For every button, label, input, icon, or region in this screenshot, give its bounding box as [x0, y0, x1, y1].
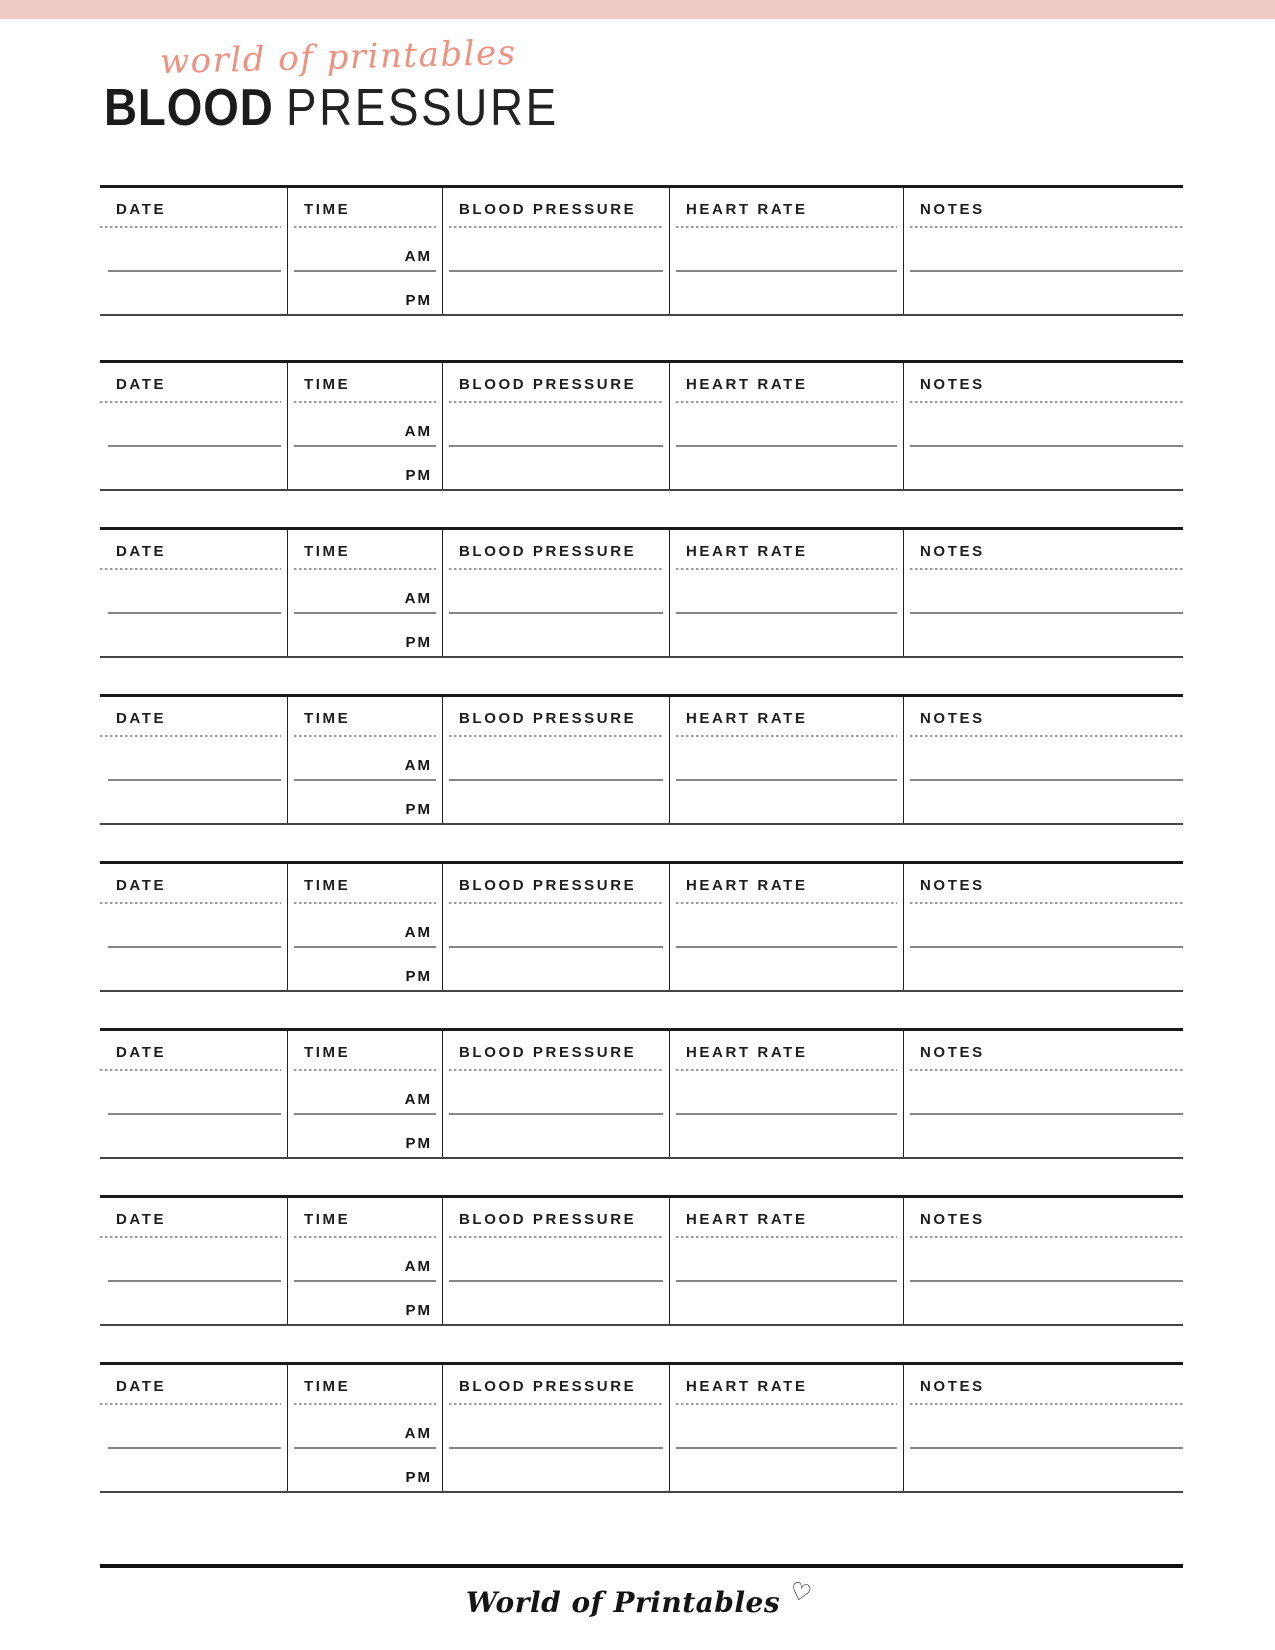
dotted-underline: [676, 1403, 897, 1405]
entry-write-line: [449, 1113, 663, 1115]
column-header-label: TIME: [304, 1044, 351, 1061]
dotted-underline: [449, 1236, 663, 1238]
entry-write-line: [294, 1113, 436, 1115]
column-header-label: NOTES: [920, 1211, 985, 1228]
pm-label: PM: [405, 968, 432, 985]
entry-write-line: [676, 612, 897, 614]
heart-icon: ♡: [786, 1576, 816, 1609]
pm-label: PM: [405, 634, 432, 651]
column-header-label: DATE: [116, 1378, 167, 1395]
column-heart-rate: [670, 1198, 904, 1324]
dotted-underline: [910, 735, 1183, 737]
column-header-label: TIME: [304, 376, 351, 393]
dotted-underline: [100, 401, 281, 403]
dotted-underline: [449, 226, 663, 228]
dotted-underline: [100, 226, 281, 228]
dotted-underline: [100, 1236, 281, 1238]
bp-log-block: [100, 1195, 1183, 1326]
entry-write-line: [449, 612, 663, 614]
bp-log-block: [100, 1028, 1183, 1159]
dotted-underline: [294, 401, 436, 403]
entry-write-line: [108, 946, 281, 948]
entry-write-line: [910, 612, 1183, 614]
column-notes: [904, 188, 1183, 314]
column-blood-pressure: [443, 363, 670, 489]
column-date: [100, 1365, 288, 1491]
am-label: AM: [404, 757, 432, 774]
column-header-label: HEART RATE: [686, 877, 808, 894]
bp-log-block: [100, 360, 1183, 491]
entry-write-line: [108, 1280, 281, 1282]
entry-write-line: [449, 779, 663, 781]
pm-label: PM: [405, 1302, 432, 1319]
footer-logo: [0, 1576, 1275, 1619]
entry-write-line: [910, 779, 1183, 781]
column-blood-pressure: [443, 864, 670, 990]
column-date: [100, 363, 288, 489]
dotted-underline: [910, 902, 1183, 904]
column-blood-pressure: [443, 188, 670, 314]
column-heart-rate: [670, 1031, 904, 1157]
column-header-label: HEART RATE: [686, 376, 808, 393]
column-header-label: DATE: [116, 877, 167, 894]
column-blood-pressure: [443, 697, 670, 823]
dotted-underline: [100, 735, 281, 737]
dotted-underline: [676, 902, 897, 904]
dotted-underline: [449, 1403, 663, 1405]
entry-write-line: [449, 946, 663, 948]
column-heart-rate: [670, 697, 904, 823]
am-label: AM: [404, 1091, 432, 1108]
footer-rule: [100, 1564, 1183, 1568]
dotted-underline: [676, 1069, 897, 1071]
am-label: AM: [404, 248, 432, 265]
dotted-underline: [449, 902, 663, 904]
column-header-label: HEART RATE: [686, 201, 808, 218]
entry-write-line: [108, 779, 281, 781]
dotted-underline: [910, 226, 1183, 228]
entry-write-line: [108, 612, 281, 614]
column-header-label: NOTES: [920, 1044, 985, 1061]
am-label: AM: [404, 924, 432, 941]
column-header-label: HEART RATE: [686, 1044, 808, 1061]
column-header-label: DATE: [116, 710, 167, 727]
column-header-label: TIME: [304, 1378, 351, 1395]
bp-log-block: [100, 694, 1183, 825]
column-header-label: BLOOD PRESSURE: [459, 877, 637, 894]
pm-label: PM: [405, 801, 432, 818]
entry-write-line: [676, 445, 897, 447]
dotted-underline: [910, 568, 1183, 570]
am-label: AM: [404, 1425, 432, 1442]
column-header-label: TIME: [304, 201, 351, 218]
column-header-label: NOTES: [920, 543, 985, 560]
column-header-label: DATE: [116, 543, 167, 560]
entry-write-line: [294, 779, 436, 781]
column-heart-rate: [670, 188, 904, 314]
column-heart-rate: [670, 363, 904, 489]
dotted-underline: [676, 226, 897, 228]
pm-label: PM: [405, 1135, 432, 1152]
column-header-label: BLOOD PRESSURE: [459, 1044, 637, 1061]
column-header-label: HEART RATE: [686, 710, 808, 727]
dotted-underline: [449, 568, 663, 570]
entry-write-line: [910, 1280, 1183, 1282]
column-date: [100, 864, 288, 990]
entry-write-line: [910, 445, 1183, 447]
column-blood-pressure: [443, 530, 670, 656]
entry-write-line: [676, 270, 897, 272]
entry-write-line: [108, 270, 281, 272]
column-header-label: TIME: [304, 543, 351, 560]
dotted-underline: [676, 1236, 897, 1238]
column-header-label: DATE: [116, 201, 167, 218]
dotted-underline: [676, 401, 897, 403]
column-header-label: NOTES: [920, 376, 985, 393]
footer-brand-text: World of Printables: [465, 1586, 781, 1619]
dotted-underline: [449, 1069, 663, 1071]
column-header-label: HEART RATE: [686, 1211, 808, 1228]
am-label: AM: [404, 1258, 432, 1275]
entry-write-line: [676, 1113, 897, 1115]
column-header-label: NOTES: [920, 201, 985, 218]
column-header-label: TIME: [304, 710, 351, 727]
dotted-underline: [294, 568, 436, 570]
entry-write-line: [676, 779, 897, 781]
dotted-underline: [100, 1403, 281, 1405]
column-time: [288, 1031, 443, 1157]
entry-write-line: [449, 445, 663, 447]
dotted-underline: [910, 1236, 1183, 1238]
bp-log-block: [100, 527, 1183, 658]
bp-log-block: [100, 861, 1183, 992]
bp-log-block: [100, 1362, 1183, 1493]
column-header-label: DATE: [116, 376, 167, 393]
column-header-label: TIME: [304, 1211, 351, 1228]
entry-write-line: [910, 1113, 1183, 1115]
dotted-underline: [100, 1069, 281, 1071]
column-header-label: NOTES: [920, 1378, 985, 1395]
column-header-label: BLOOD PRESSURE: [459, 1378, 637, 1395]
column-header-label: DATE: [116, 1211, 167, 1228]
column-header-label: BLOOD PRESSURE: [459, 543, 637, 560]
column-notes: [904, 697, 1183, 823]
pm-label: PM: [405, 1469, 432, 1486]
column-heart-rate: [670, 864, 904, 990]
column-date: [100, 697, 288, 823]
column-date: [100, 188, 288, 314]
dotted-underline: [910, 1403, 1183, 1405]
page-title: [104, 79, 559, 137]
entry-write-line: [294, 1280, 436, 1282]
column-notes: [904, 1031, 1183, 1157]
column-header-label: BLOOD PRESSURE: [459, 710, 637, 727]
page-title-light: PRESSURE: [285, 79, 559, 137]
column-time: [288, 1198, 443, 1324]
column-time: [288, 864, 443, 990]
log-blocks-container: [100, 185, 1183, 1493]
am-label: AM: [404, 423, 432, 440]
entry-write-line: [294, 1447, 436, 1449]
column-notes: [904, 1198, 1183, 1324]
entry-write-line: [676, 1280, 897, 1282]
entry-write-line: [108, 445, 281, 447]
column-blood-pressure: [443, 1031, 670, 1157]
column-header-label: BLOOD PRESSURE: [459, 376, 637, 393]
entry-write-line: [676, 1447, 897, 1449]
column-header-label: HEART RATE: [686, 543, 808, 560]
entry-write-line: [449, 1447, 663, 1449]
dotted-underline: [294, 1069, 436, 1071]
entry-write-line: [108, 1447, 281, 1449]
column-notes: [904, 530, 1183, 656]
entry-write-line: [676, 946, 897, 948]
column-blood-pressure: [443, 1198, 670, 1324]
am-label: AM: [404, 590, 432, 607]
pm-label: PM: [405, 467, 432, 484]
dotted-underline: [294, 1403, 436, 1405]
column-header-label: DATE: [116, 1044, 167, 1061]
entry-write-line: [910, 270, 1183, 272]
column-date: [100, 1031, 288, 1157]
column-header-label: NOTES: [920, 710, 985, 727]
column-heart-rate: [670, 1365, 904, 1491]
column-header-label: TIME: [304, 877, 351, 894]
dotted-underline: [294, 1236, 436, 1238]
column-time: [288, 697, 443, 823]
dotted-underline: [449, 401, 663, 403]
page-title-bold: BLOOD: [104, 79, 274, 137]
entry-write-line: [449, 270, 663, 272]
dotted-underline: [294, 226, 436, 228]
column-notes: [904, 864, 1183, 990]
dotted-underline: [910, 401, 1183, 403]
column-notes: [904, 363, 1183, 489]
pm-label: PM: [405, 292, 432, 309]
column-heart-rate: [670, 530, 904, 656]
column-time: [288, 188, 443, 314]
dotted-underline: [676, 735, 897, 737]
entry-write-line: [294, 270, 436, 272]
column-date: [100, 1198, 288, 1324]
dotted-underline: [449, 735, 663, 737]
entry-write-line: [294, 445, 436, 447]
column-blood-pressure: [443, 1365, 670, 1491]
column-header-label: HEART RATE: [686, 1378, 808, 1395]
dotted-underline: [294, 735, 436, 737]
pink-top-bar: [0, 0, 1275, 19]
column-date: [100, 530, 288, 656]
dotted-underline: [910, 1069, 1183, 1071]
column-notes: [904, 1365, 1183, 1491]
column-time: [288, 363, 443, 489]
dotted-underline: [676, 568, 897, 570]
column-header-label: BLOOD PRESSURE: [459, 1211, 637, 1228]
column-header-label: BLOOD PRESSURE: [459, 201, 637, 218]
dotted-underline: [100, 902, 281, 904]
entry-write-line: [108, 1113, 281, 1115]
entry-write-line: [449, 1280, 663, 1282]
brand-script: world of printables: [159, 32, 518, 83]
column-time: [288, 530, 443, 656]
entry-write-line: [910, 1447, 1183, 1449]
column-time: [288, 1365, 443, 1491]
bp-log-block: [100, 185, 1183, 316]
entry-write-line: [910, 946, 1183, 948]
entry-write-line: [294, 612, 436, 614]
dotted-underline: [100, 568, 281, 570]
entry-write-line: [294, 946, 436, 948]
column-header-label: NOTES: [920, 877, 985, 894]
dotted-underline: [294, 902, 436, 904]
